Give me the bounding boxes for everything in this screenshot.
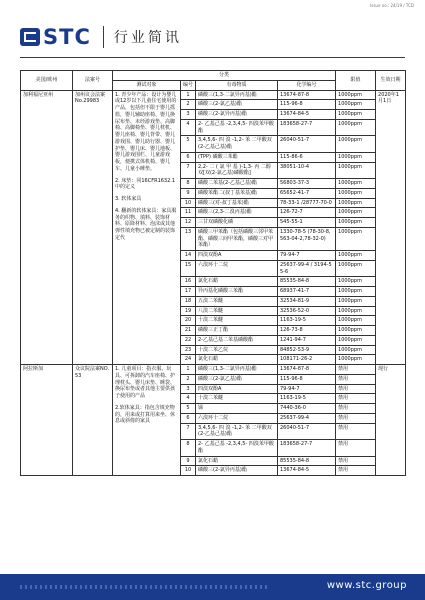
limit-cell: 禁用 [336,404,376,414]
cas-cell: 85535-84-8 [278,456,336,466]
cas-cell: 183658-27-7 [278,119,336,136]
number-cell: 11 [181,208,196,218]
limit-cell: 1000ppm [336,227,376,250]
header-row [21,71,406,81]
limit-cell: 1000ppm [336,110,376,120]
number-cell: 19 [181,306,196,316]
number-cell: 9 [181,188,196,198]
limit-cell: 1000ppm [336,90,376,100]
limit-cell: 禁用 [336,365,376,375]
limit-cell: 1000ppm [336,218,376,228]
cas-cell: 1163-19-5 [278,316,336,326]
col-region: 美国/欧州 [21,71,73,91]
issue-number: Issue no.: 24/19 / TCD [370,3,414,8]
scope-paragraph: 4. 翻新的软体家具：家具服务的织物、填料、装饰材料、原降材料、泡沫或其他弹性填充物已被定制的装饰定代 [115,207,177,241]
substance-cell: 六溴环十二烷 [196,413,278,423]
number-cell: 10 [181,466,196,476]
col-limit: 限值 [336,71,376,91]
limit-cell: 1000ppm [336,198,376,208]
table-body [21,90,406,476]
limit-cell: 1000ppm [336,345,376,355]
number-cell: 20 [181,316,196,326]
cas-cell: 85535-84-8 [278,277,336,287]
header-divider [103,26,104,48]
number-cell: 21 [181,326,196,336]
law-cell: 众议院法案NO.53 [73,365,113,476]
region-cell: 加利福尼亚州 [21,90,73,365]
limit-cell: 1000ppm [336,306,376,316]
substance-cell: 磷酸三(2,3-二溴丙基)酯 [196,208,278,218]
limit-cell: 禁用 [336,394,376,404]
number-cell: 12 [181,218,196,228]
scope-cell [113,365,181,476]
regulation-table [20,70,406,476]
cas-cell: 7440-36-0 [278,404,336,414]
cas-cell: 25637-99-4 / 3194-55-6 [278,260,336,277]
cas-cell: 26040-51-7 [278,423,336,440]
substance-cell: 磷酸三(1,3-二氯异丙基)酯 [196,365,278,375]
substance-cell: 十溴二苯乙烷 [196,345,278,355]
col-law: 法案号 [73,71,113,91]
substance-cell: 氯化石蜡 [196,277,278,287]
substance-cell: 四溴双酚A [196,384,278,394]
table-row [21,90,406,100]
substance-cell: 磷酸苯酯二(叔丁基苯基)酯 [196,188,278,198]
limit-cell: 1000ppm [336,326,376,336]
cas-cell: 38051-10-4 [278,162,336,179]
substance-cell: 十溴二苯醚 [196,316,278,326]
cas-cell: 108171-26-2 [278,355,336,365]
limit-cell: 1000ppm [336,162,376,179]
date-cell: 2020年1月1日 [376,90,406,365]
limit-cell: 1000ppm [336,335,376,345]
cas-cell: 126-73-8 [278,326,336,336]
substance-cell: 三甘双磷酸化磷 [196,218,278,228]
substance-cell: 2- 乙基己基 -2,3,4,5- 四溴苯甲酸酯 [196,440,278,457]
number-cell: 9 [181,456,196,466]
col-substance: 有毒物质 [196,80,278,90]
substance-cell: 八溴二苯醚 [196,306,278,316]
limit-cell: 1000ppm [336,152,376,162]
number-cell: 14 [181,251,196,261]
substance-cell: 磷酸三正丁酯 [196,326,278,336]
number-cell: 17 [181,287,196,297]
cas-cell: 115-96-8 [278,374,336,384]
limit-cell: 1000ppm [336,208,376,218]
limit-cell: 禁用 [336,413,376,423]
substance-cell: 氯化石蜡 [196,456,278,466]
limit-cell: 1000ppm [336,316,376,326]
limit-cell: 1000ppm [336,277,376,287]
logo-text: STC [43,24,91,49]
number-cell: 4 [181,394,196,404]
number-cell: 1 [181,365,196,375]
number-cell: 8 [181,179,196,189]
cas-cell: 13674-84-5 [278,466,336,476]
stc-logo [20,24,91,49]
substance-cell: 磷酸三(2-氯乙基)酯 [196,374,278,384]
stc-logo-icon [20,28,40,46]
substance-cell: 氯化石蜡 [196,355,278,365]
substance-cell: 磷酸二苯基(2-乙基己基)酯 [196,179,278,189]
table-row [21,365,406,375]
number-cell: 24 [181,355,196,365]
cas-cell: 78-33-1 /28777-70-0 [278,198,336,208]
substance-cell: 磷酸三(2-氯异丙基)酯 [196,110,278,120]
cas-cell: 32534-81-9 [278,296,336,306]
cas-cell: 183658-27-7 [278,440,336,457]
limit-cell: 1000ppm [336,287,376,297]
cas-cell: 65652-41-7 [278,188,336,198]
date-cell: 现行 [376,365,406,476]
substance-cell: 十溴二苯醚 [196,394,278,404]
header-rule [20,57,405,58]
substance-cell: 2-乙基己基二苯基磷酸酯 [196,335,278,345]
cas-cell: 545-55-1 [278,218,336,228]
number-cell: 2 [181,374,196,384]
scope-paragraph: 1. 儿童项目：指衣服、玩具、可拆卸的汽车座椅、护理枕头、婴儿床垫、睡袋、换尿布垫或者其他主要供孩子使用的产品 [115,366,176,399]
cas-cell: 79-94-7 [278,251,336,261]
cas-cell: 56803-37-3 [278,179,336,189]
substance-cell: 磷酸三(对-叔丁基苯)酯 [196,198,278,208]
page-footer [0,574,425,600]
substance-cell: 锑 [196,404,278,414]
substance-cell: 3,4,5,6- 四 溴 -1,2- 苯 二甲酸双(2-乙基己基)酯 [196,423,278,440]
cas-cell: 13674-84-5 [278,110,336,120]
cas-cell: 115-86-6 [278,152,336,162]
number-cell: 10 [181,198,196,208]
substance-cell: 磷酸三甲苯酯（包括磷酸三邻甲苯酯、磷酸三间甲苯酯，磷酸三对甲苯酯） [196,227,278,250]
limit-cell: 1000ppm [336,179,376,189]
cas-cell: 25637-99-4 [278,413,336,423]
substance-cell: 六溴环十二烷 [196,260,278,277]
limit-cell: 1000ppm [336,136,376,153]
number-cell: 8 [181,440,196,457]
number-cell: 16 [181,277,196,287]
cas-cell: 26040-51-7 [278,136,336,153]
cas-cell: 1241-94-7 [278,335,336,345]
region-cell: 阿拉斯加 [21,365,73,476]
cas-cell: 79-94-7 [278,384,336,394]
limit-cell: 1000ppm [336,260,376,277]
substance-cell: 2- 乙基己基 -2,3,4,5- 四溴苯甲酸酯 [196,119,278,136]
cas-cell: 115-96-8 [278,100,336,110]
limit-cell: 禁用 [336,384,376,394]
substance-cell: (TPP) 磷酸三苯酯 [196,152,278,162]
number-cell: 7 [181,162,196,179]
footer-pattern [20,585,270,589]
scope-paragraph: 2. 床垫：同16CFR1632.1中的定义 [115,177,176,191]
substance-cell: 3,4,5,6- 四 溴 -1,2- 苯 二甲酸双(2-乙基己基)酯 [196,136,278,153]
cas-cell: 13674-87-8 [278,90,336,100]
number-cell: 18 [181,296,196,306]
limit-cell: 1000ppm [336,188,376,198]
scope-paragraph: 3. 软体家具 [115,196,142,202]
limit-cell: 1000ppm [336,251,376,261]
number-cell: 13 [181,227,196,250]
number-cell: 5 [181,136,196,153]
col-date: 生效日期 [376,71,406,91]
limit-cell: 禁用 [336,440,376,457]
limit-cell: 禁用 [336,466,376,476]
substance-cell: 磷酸三(1,3-二氯异丙基)酯 [196,90,278,100]
limit-cell: 禁用 [336,374,376,384]
limit-cell: 禁用 [336,456,376,466]
cas-cell: 1163-19-5 [278,394,336,404]
number-cell: 1 [181,90,196,100]
number-cell: 23 [181,345,196,355]
cas-cell: 13674-87-8 [278,365,336,375]
limit-cell: 1000ppm [336,296,376,306]
col-category: 分类 [113,71,336,81]
substance-cell: 四溴双酚A [196,251,278,261]
number-cell: 3 [181,384,196,394]
cas-cell: 1330-78-5 (78-30-8, 563-04-2,78-32-0) [278,227,336,250]
page-header [20,24,182,50]
substance-cell: 异丙基化磷酸三苯酯 [196,287,278,297]
limit-cell: 1000ppm [336,100,376,110]
col-cas: 化学编号 [278,80,336,90]
number-cell: 6 [181,413,196,423]
number-cell: 6 [181,152,196,162]
page-title: 行业简讯 [113,30,182,46]
substance-cell: 2,2- 二 ( 氯 甲 基 )-1,3- 丙 二醇 双[双(2-氯乙基)磷酸酯] [196,162,278,179]
limit-cell: 禁用 [336,423,376,440]
number-cell: 5 [181,404,196,414]
substance-cell: 磷酸三(2-氯异丙基)酯 [196,466,278,476]
limit-cell: 1000ppm [336,355,376,365]
number-cell: 2 [181,100,196,110]
scope-cell [113,90,181,365]
cas-cell: 32536-52-0 [278,306,336,316]
col-no: 编号 [181,80,196,90]
law-cell: 加州议会法案 No.29983 [73,90,113,365]
col-scope: 测试对象 [113,80,181,90]
substance-cell: 五溴二苯醚 [196,296,278,306]
number-cell: 22 [181,335,196,345]
number-cell: 4 [181,119,196,136]
cas-cell: 126-72-7 [278,208,336,218]
number-cell: 15 [181,260,196,277]
cas-cell: 68937-41-7 [278,287,336,297]
number-cell: 7 [181,423,196,440]
scope-paragraph: 2.软体家具：指包含填充物的，用来或打算用来坐、休息或斜倚的家具 [115,404,176,425]
cas-cell: 84852-53-9 [278,345,336,355]
limit-cell: 1000ppm [336,119,376,136]
footer-url[interactable]: www.stc.group [326,580,407,591]
substance-cell: 磷酸三(2-氯乙基)酯 [196,100,278,110]
scope-paragraph: 1. 青少年产品：设计为婴儿或12岁以下儿童住宅使用的产品，包括但不限于婴儿摇篮，婴儿辅助座椅、婴儿换尿布垫、未经游戏垫、高脚椅、高脚椅垫、婴儿枕机、婴儿座椅、婴儿背带、婴儿游戏围、婴儿助行器、婴儿护垫、婴儿床、婴儿地板、婴儿游戏围栏、儿童游戏板，便携式体机椅、婴儿车、儿童小睡垫。 [115,91,177,172]
number-cell: 3 [181,110,196,120]
